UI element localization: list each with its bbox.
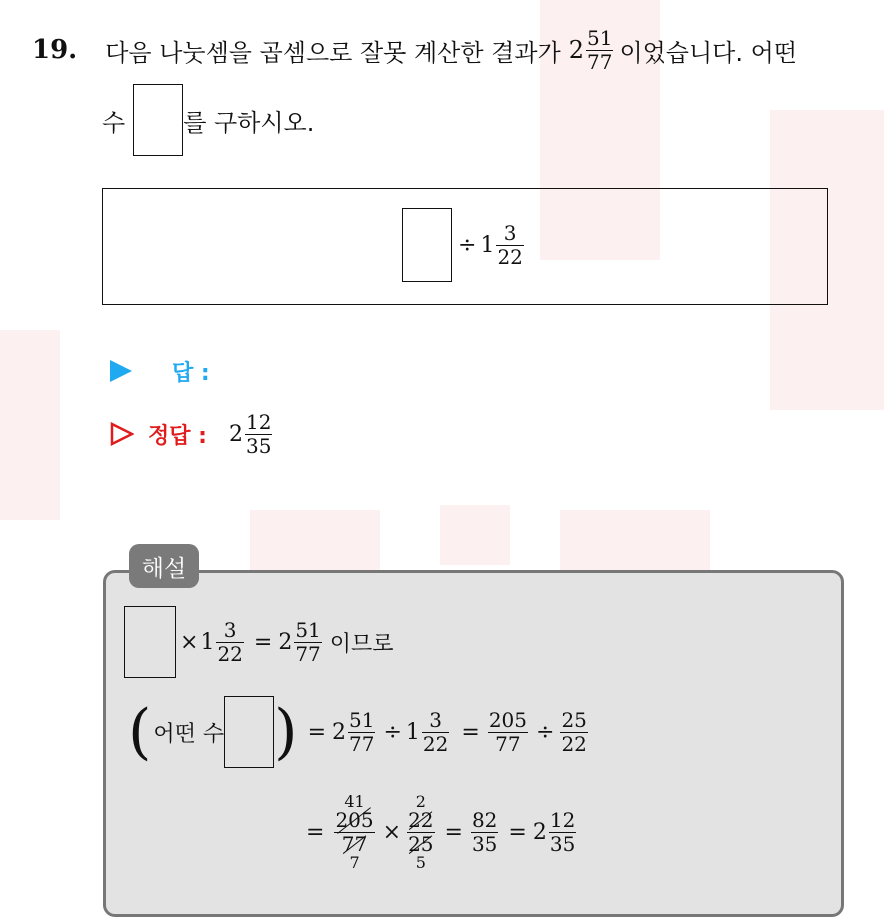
fraction — [488, 707, 528, 756]
reduced-numerator: 41 — [344, 791, 365, 811]
explanation-suffix: 이므로 — [329, 631, 394, 657]
expression-denominator: 22 — [497, 244, 523, 269]
reduced-numerator: 2 — [415, 791, 426, 811]
reduced-denominator: 5 — [415, 852, 426, 872]
question-text: 다음 나눗셈을 곱셈으로 잘못 계산한 결과가 — [105, 38, 561, 67]
whole-value: 1 — [200, 629, 215, 655]
whole-value: 2 — [278, 629, 293, 655]
question-text-prefix: 수 — [102, 108, 126, 137]
explanation-line-3 — [306, 784, 578, 880]
whole-value: 2 — [532, 819, 547, 845]
numerator: 205 — [488, 707, 527, 732]
result-numerator: 51 — [586, 25, 613, 50]
numerator: 25 — [561, 707, 587, 732]
watermark-block — [560, 510, 710, 570]
correct-denominator: 35 — [245, 433, 272, 458]
correct-answer-label: 정답 : — [148, 423, 207, 449]
cancelled-fraction — [334, 791, 374, 872]
cancelled-fraction — [407, 791, 434, 872]
equals-sign: = — [306, 819, 325, 845]
fraction — [471, 807, 498, 856]
explanation-line-2 — [128, 694, 590, 770]
question-number: 19. — [32, 35, 78, 65]
left-paren: ( — [128, 697, 152, 767]
denominator: 35 — [549, 831, 576, 856]
divide-operator: ÷ — [458, 232, 477, 258]
equals-sign: = — [444, 819, 463, 845]
numerator: 51 — [295, 617, 321, 642]
question-text-suffix: 를 구하시오. — [183, 108, 315, 137]
answer-label: 답 : — [172, 360, 210, 386]
numerator: 82 — [471, 807, 498, 832]
reduced-denominator: 7 — [349, 852, 360, 872]
watermark-block — [440, 505, 510, 565]
multiply-operator: × — [382, 819, 402, 845]
correct-whole: 2 — [228, 421, 243, 447]
numerator: 3 — [223, 617, 237, 642]
equals-sign: = — [307, 719, 327, 745]
fraction — [216, 617, 243, 666]
blank-box — [133, 84, 183, 156]
whole-value: 2 — [332, 719, 347, 745]
divide-operator: ÷ — [383, 719, 402, 745]
right-paren: ) — [274, 697, 298, 767]
watermark-block — [250, 510, 380, 570]
correct-numerator: 12 — [245, 409, 272, 434]
question-line-2 — [102, 84, 314, 156]
fraction — [422, 707, 449, 756]
answer-row — [110, 356, 210, 386]
expression-numerator: 3 — [503, 220, 517, 245]
explanation-line-1 — [124, 606, 394, 678]
numerator: 12 — [549, 807, 576, 832]
unknown-label: 어떤 수 — [153, 721, 225, 747]
denominator: 77 — [349, 731, 375, 756]
numerator: 51 — [349, 707, 375, 732]
denominator: 22 — [561, 731, 587, 756]
fraction — [560, 707, 587, 756]
numerator: 205 — [335, 807, 374, 832]
numerator: 3 — [429, 707, 443, 732]
play-triangle-icon — [110, 360, 132, 382]
whole-value: 1 — [405, 719, 420, 745]
denominator: 77 — [341, 831, 368, 856]
explanation-blank-box-2 — [224, 696, 274, 768]
watermark-block — [0, 330, 60, 520]
divide-operator: ÷ — [536, 719, 555, 745]
denominator: 77 — [495, 731, 521, 756]
outline-triangle-icon — [110, 422, 134, 446]
equals-sign: = — [508, 819, 527, 845]
equals-sign: = — [253, 629, 273, 655]
expression-fraction — [496, 220, 523, 269]
denominator: 22 — [422, 731, 449, 756]
denominator: 35 — [471, 831, 498, 856]
equals-sign: = — [461, 719, 480, 745]
result-denominator: 77 — [586, 49, 613, 74]
question-line-1 — [32, 20, 797, 80]
correct-fraction — [245, 409, 272, 458]
fraction — [348, 707, 375, 756]
expression-whole: 1 — [480, 232, 495, 258]
fraction — [549, 807, 576, 856]
explanation-tag: 해설 — [129, 544, 199, 588]
question-text-end: 이었습니다. 어떤 — [619, 38, 797, 67]
result-whole: 2 — [568, 36, 584, 64]
denominator: 25 — [408, 831, 434, 856]
explanation-blank-box-1 — [124, 606, 176, 678]
numerator: 22 — [408, 807, 434, 832]
fraction — [294, 617, 321, 666]
denominator: 77 — [295, 641, 321, 666]
result-fraction — [586, 25, 613, 74]
expression-blank-box — [402, 208, 452, 282]
correct-answer-row — [110, 402, 274, 466]
denominator: 22 — [217, 641, 243, 666]
expression-box — [102, 188, 828, 305]
multiply-operator: × — [180, 629, 199, 655]
